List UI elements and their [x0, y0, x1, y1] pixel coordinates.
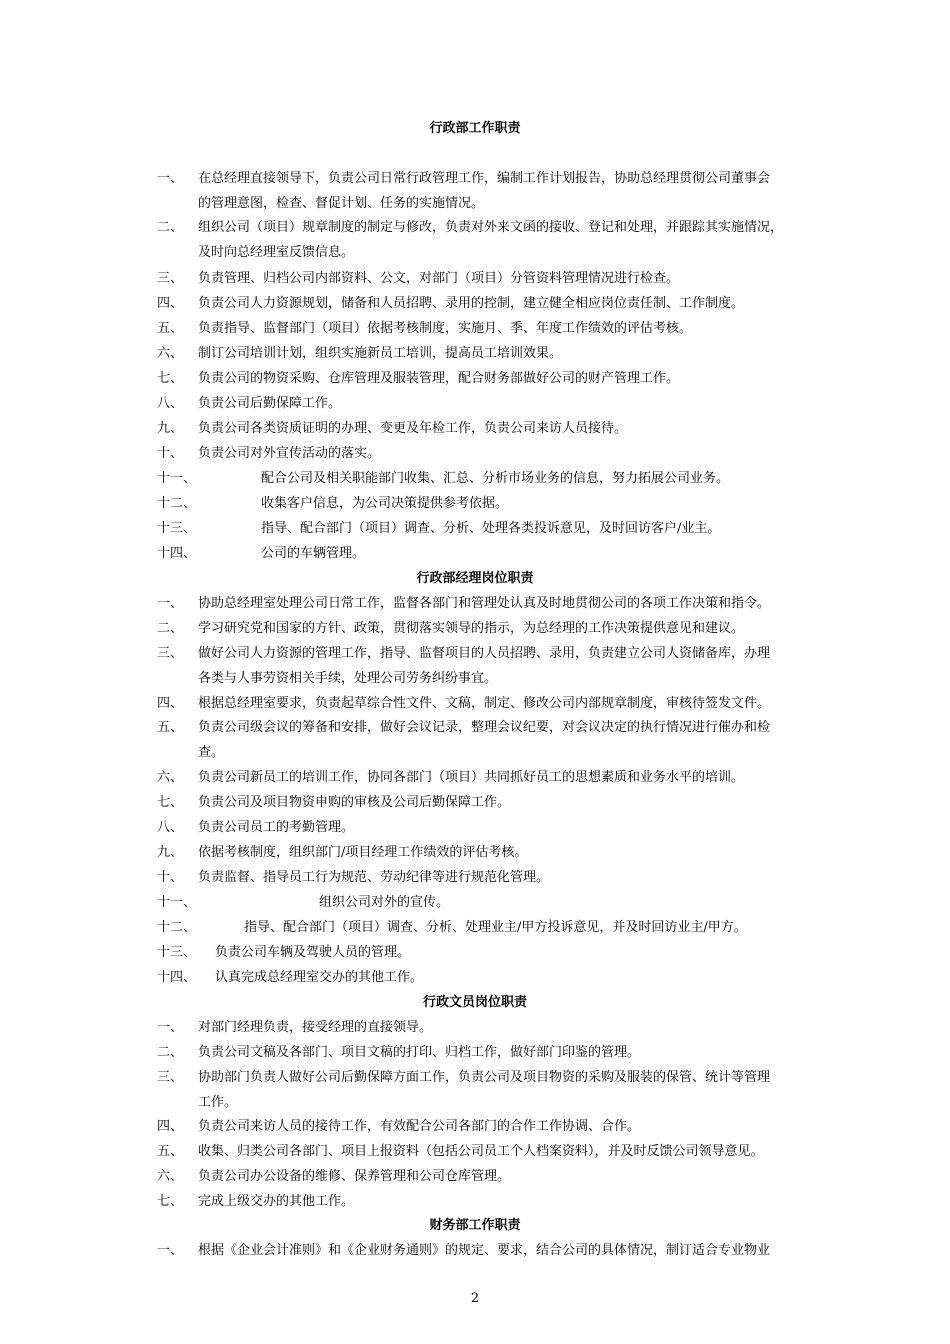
item-number: 十四、	[157, 970, 197, 985]
item-number: 八、	[157, 820, 184, 835]
item-number: 十二、	[157, 496, 197, 511]
section-title: 行政文员岗位职责	[422, 995, 527, 1010]
item-text-line: 负责公司来访人员的接待工作，有效配合公司各部门的合作工作协调、合作。	[198, 1119, 641, 1134]
item-text-line: 负责公司车辆及驾驶人员的管理。	[215, 945, 411, 960]
item-number: 十一、	[157, 895, 197, 910]
item-number: 十一、	[157, 471, 197, 486]
item-text-line: 各类与人事劳资相关手续，处理公司劳务纠纷事宜。	[198, 671, 498, 686]
item-number: 四、	[157, 696, 184, 711]
item-text-line: 根据《企业会计准则》和《企业财务通则》的规定、要求，结合公司的具体情况，制订适合专业物业	[198, 1243, 771, 1258]
item-number: 七、	[157, 371, 184, 386]
item-number: 九、	[157, 845, 184, 860]
item-number: 三、	[157, 646, 184, 661]
item-number: 二、	[157, 621, 184, 636]
item-number: 十四、	[157, 546, 197, 561]
item-text-line: 根据总经理室要求，负责起草综合性文件、文稿，制定、修改公司内部规章制度，审核待签发文件。	[198, 696, 771, 711]
page-number: 2	[470, 1291, 480, 1306]
item-number: 三、	[157, 1070, 184, 1085]
item-text-line: 组织公司对外的宣传。	[319, 895, 450, 910]
item-number: 三、	[157, 271, 184, 286]
item-number: 二、	[157, 220, 184, 235]
item-text-line: 的管理意图，检查、督促计划、任务的实施情况。	[198, 196, 485, 211]
item-number: 五、	[157, 321, 184, 336]
item-text-line: 做好公司人力资源的管理工作，指导、监督项目的人员招聘、录用，负责建立公司人资储备库，办理	[198, 646, 771, 661]
item-number: 九、	[157, 421, 184, 436]
item-text-line: 对部门经理负责，接受经理的直接领导。	[198, 1020, 433, 1035]
item-text-line: 及时向总经理室反馈信息。	[198, 245, 355, 260]
item-text-line: 指导、配合部门（项目）调查、分析、处理业主/甲方投诉意见，并及时回访业主/甲方。	[244, 920, 747, 935]
item-number: 八、	[157, 396, 184, 411]
section-title: 行政部经理岗位职责	[416, 571, 534, 586]
item-text-line: 负责指导、监督部门（项目）依据考核制度，实施月、季、年度工作绩效的评估考核。	[198, 321, 693, 336]
item-text-line: 负责公司人力资源规划，储备和人员招聘、录用的控制，建立健全相应岗位责任制、工作制度。	[198, 296, 745, 311]
item-text-line: 收集客户信息，为公司决策提供参考依据。	[261, 496, 509, 511]
item-text-line: 负责公司各类资质证明的办理、变更及年检工作，负责公司来访人员接待。	[198, 421, 628, 436]
item-text-line: 负责公司新员工的培训工作，协同各部门（项目）共同抓好员工的思想素质和业务水平的培训。	[198, 770, 745, 785]
item-number: 十、	[157, 446, 184, 461]
item-text-line: 认真完成总经理室交办的其他工作。	[215, 970, 424, 985]
item-number: 六、	[157, 1169, 184, 1184]
section-title: 行政部工作职责	[429, 121, 521, 136]
item-number: 十三、	[157, 521, 197, 536]
item-text-line: 负责公司级会议的筹备和安排，做好会议记录，整理会议纪要，对会议决定的执行情况进行催办和检	[198, 720, 771, 735]
item-number: 一、	[157, 1020, 184, 1035]
item-number: 一、	[157, 596, 184, 611]
item-number: 四、	[157, 296, 184, 311]
item-number: 五、	[157, 1144, 184, 1159]
item-text-line: 负责公司对外宣传活动的落实。	[198, 446, 381, 461]
item-text-line: 学习研究党和国家的方针、政策，贯彻落实领导的指示，为总经理的工作决策提供意见和建议。	[198, 621, 745, 636]
item-text-line: 公司的车辆管理。	[261, 546, 366, 561]
item-text-line: 工作。	[198, 1095, 238, 1110]
item-number: 五、	[157, 720, 184, 735]
item-text-line: 协助总经理室处理公司日常工作，监督各部门和管理处认真及时地贯彻公司的各项工作决策和指令。	[198, 596, 771, 611]
item-text-line: 配合公司及相关职能部门收集、汇总、分析市场业务的信息，努力拓展公司业务。	[261, 471, 730, 486]
item-number: 二、	[157, 1045, 184, 1060]
item-text-line: 负责公司员工的考勤管理。	[198, 820, 355, 835]
item-text-line: 负责公司及项目物资申购的审核及公司后勤保障工作。	[198, 795, 511, 810]
item-text-line: 协助部门负责人做好公司后勤保障方面工作，负责公司及项目物资的采购及服装的保管、统计等管理	[198, 1070, 771, 1085]
item-number: 十、	[157, 870, 184, 885]
item-text-line: 依据考核制度，组织部门/项目经理工作绩效的评估考核。	[198, 845, 528, 860]
item-text-line: 负责公司的物资采购、仓库管理及服装管理，配合财务部做好公司的财产管理工作。	[198, 371, 680, 386]
section-title: 财务部工作职责	[429, 1218, 521, 1233]
item-number: 一、	[157, 1243, 184, 1258]
item-text-line: 负责公司后勤保障工作。	[198, 396, 342, 411]
item-text-line: 制订公司培训计划，组织实施新员工培训，提高员工培训效果。	[198, 346, 563, 361]
item-number: 六、	[157, 770, 184, 785]
item-text-line: 收集、归类公司各部门、项目上报资料（包括公司员工个人档案资料），并及时反馈公司领导意见。	[198, 1144, 764, 1159]
item-number: 一、	[157, 171, 184, 186]
item-text-line: 负责公司文稿及各部门、项目文稿的打印、归档工作，做好部门印鉴的管理。	[198, 1045, 641, 1060]
item-number: 十三、	[157, 945, 197, 960]
item-number: 七、	[157, 795, 184, 810]
item-text-line: 在总经理直接领导下，负责公司日常行政管理工作，编制工作计划报告，协助总经理贯彻公司董事会	[198, 171, 771, 186]
item-number: 四、	[157, 1119, 184, 1134]
item-text-line: 指导、配合部门（项目）调查、分析、处理各类投诉意见，及时回访客户/业主。	[261, 521, 721, 536]
item-text-line: 负责监督、指导员工行为规范、劳动纪律等进行规范化管理。	[198, 870, 550, 885]
item-number: 六、	[157, 346, 184, 361]
item-text-line: 查。	[198, 745, 225, 760]
item-text-line: 完成上级交办的其他工作。	[198, 1194, 355, 1209]
item-text-line: 负责管理、归档公司内部资料、公文，对部门（项目）分管资料管理情况进行检查。	[198, 271, 680, 286]
item-number: 十二、	[157, 920, 197, 935]
item-text-line: 负责公司办公设备的维修、保养管理和公司仓库管理。	[198, 1169, 511, 1184]
item-number: 七、	[157, 1194, 184, 1209]
item-text-line: 组织公司（项目）规章制度的制定与修改，负责对外来文函的接收、登记和处理，并跟踪其实施情况，	[198, 220, 784, 235]
